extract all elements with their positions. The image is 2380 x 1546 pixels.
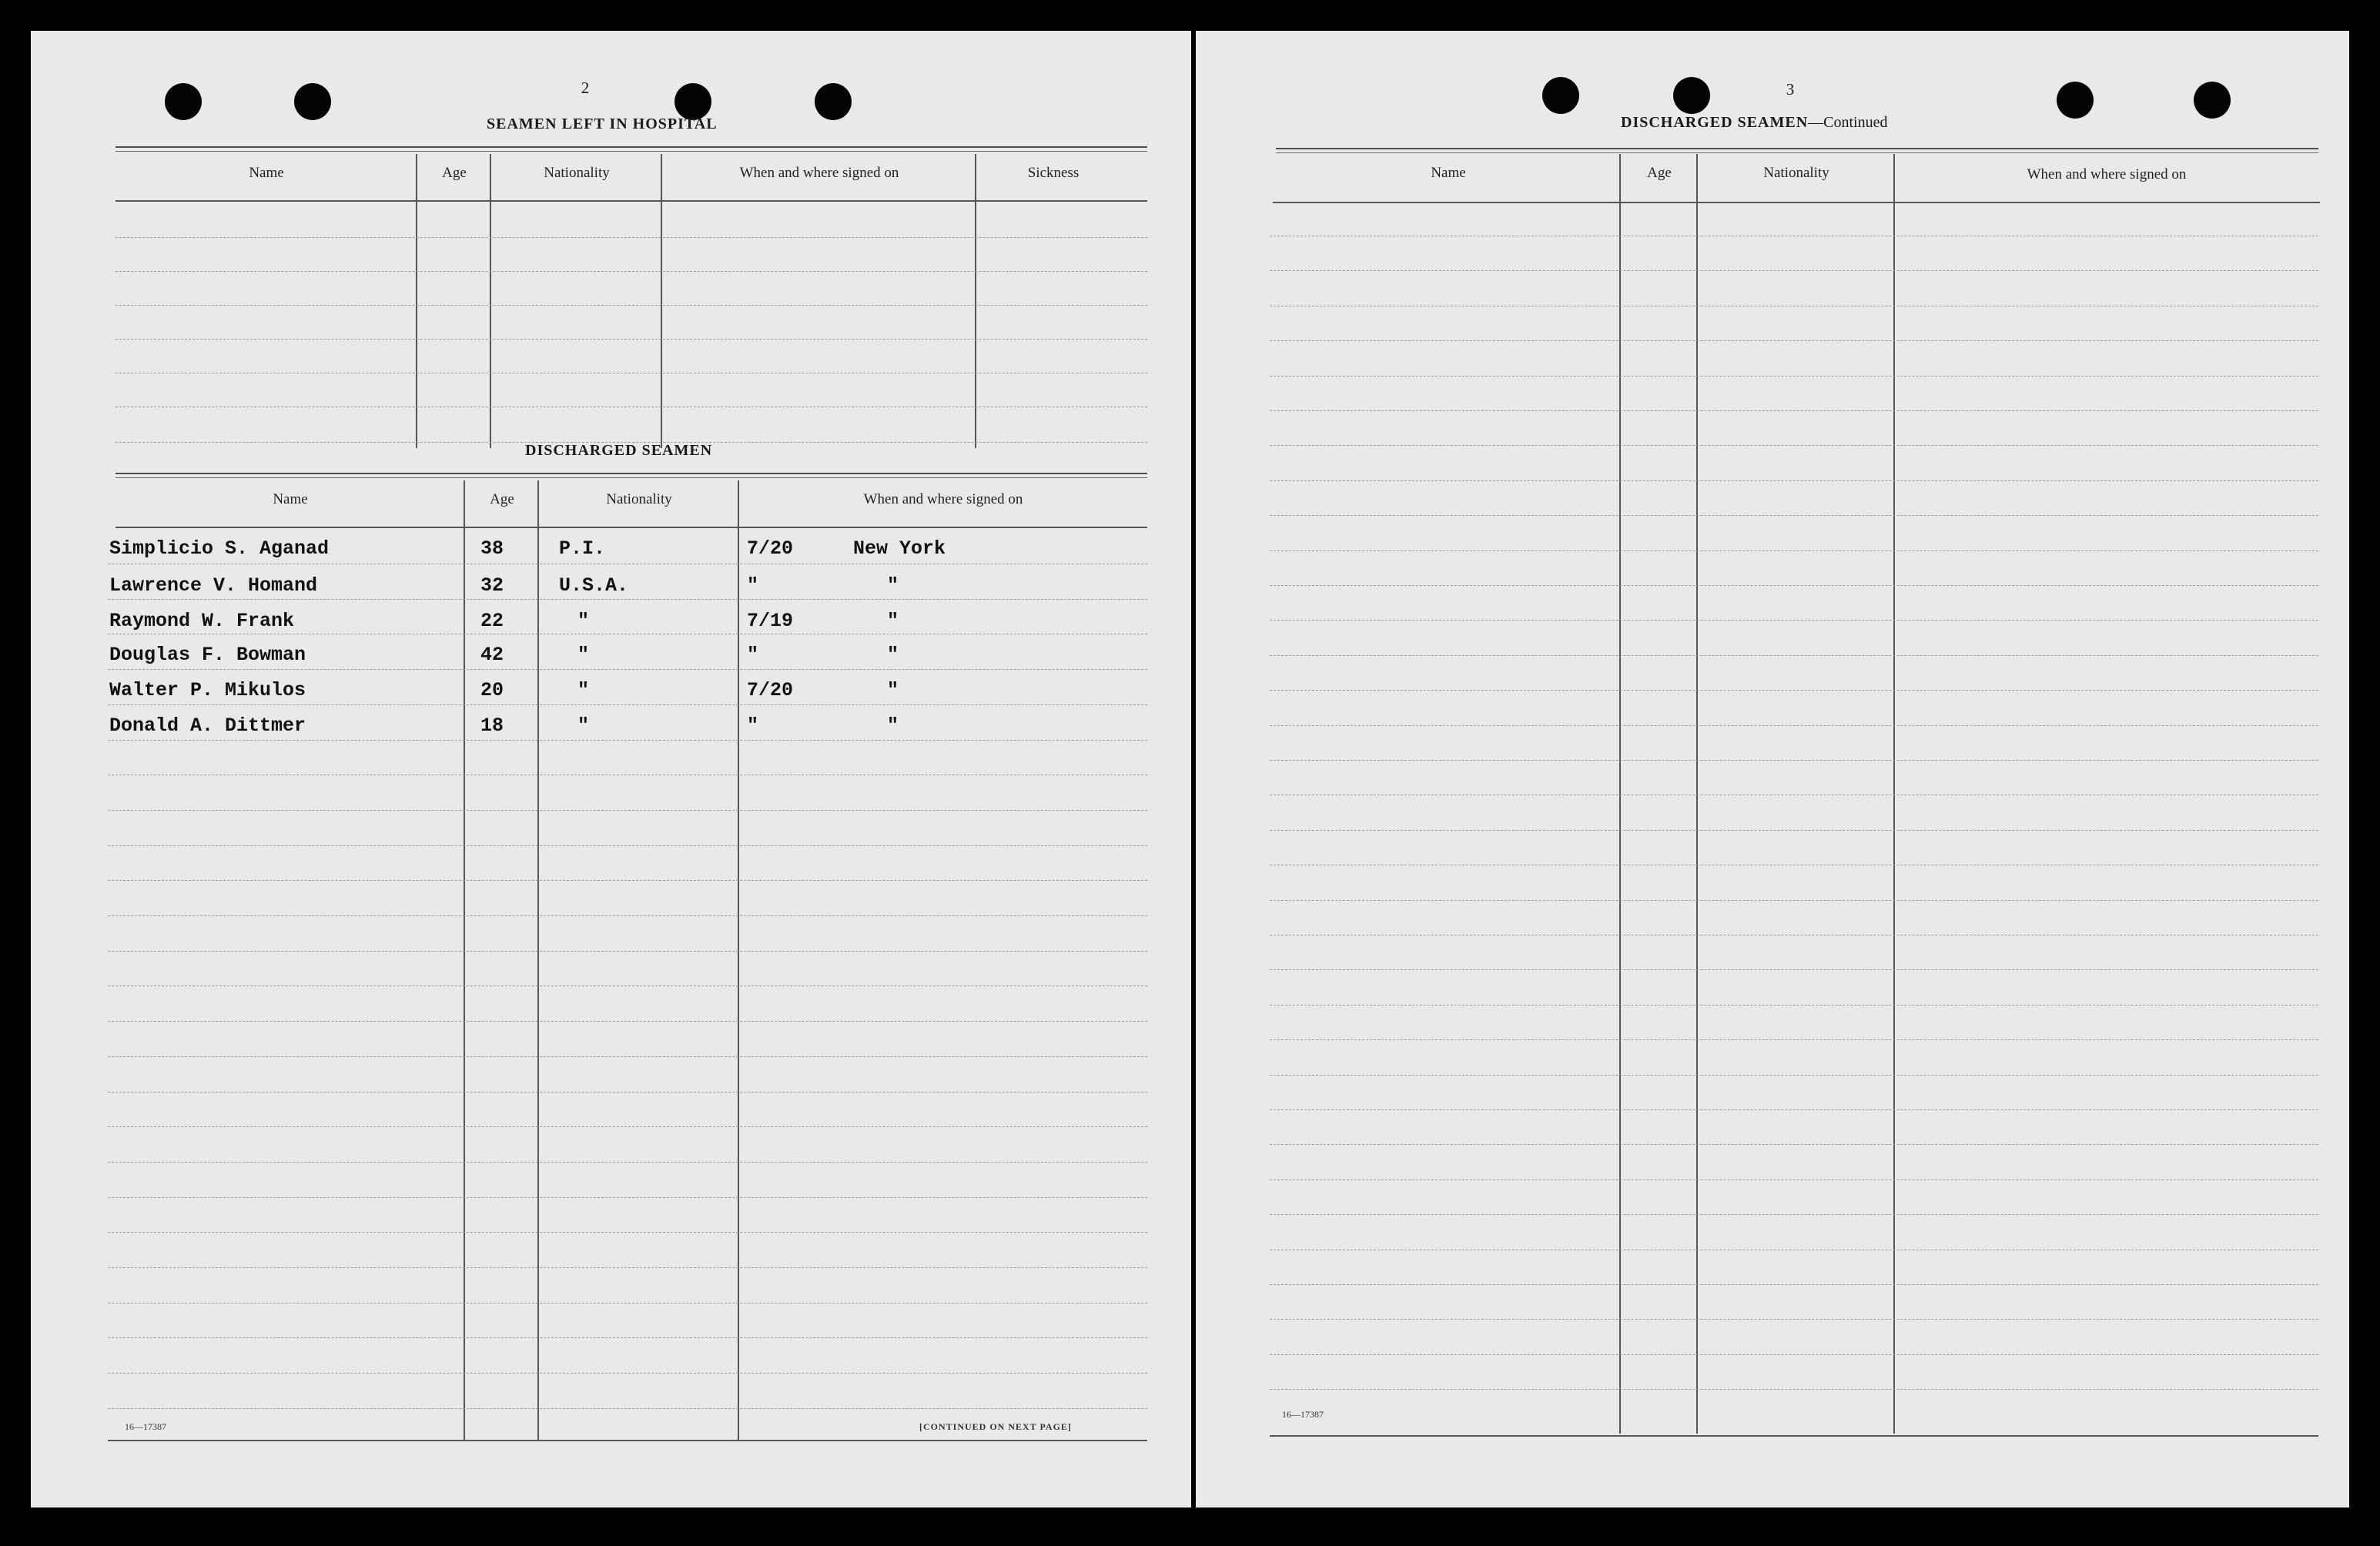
discharged-header-nationality: Nationality bbox=[606, 491, 672, 507]
signed-on-place: " bbox=[887, 679, 899, 701]
seaman-name: Walter P. Mikulos bbox=[109, 679, 306, 701]
signed-on-place: New York bbox=[853, 537, 946, 560]
ruled-line bbox=[108, 951, 1147, 952]
ruled-line bbox=[1270, 1144, 2318, 1145]
ruled-line bbox=[1270, 340, 2318, 341]
punch-hole bbox=[675, 83, 711, 120]
signed-on-place: " bbox=[887, 574, 899, 597]
hospital-header-age: Age bbox=[442, 165, 467, 181]
continued-note: [CONTINUED ON NEXT PAGE] bbox=[919, 1421, 1072, 1432]
seaman-name: Donald A. Dittmer bbox=[109, 714, 306, 737]
header-age: Age bbox=[1647, 165, 1672, 181]
ruled-line bbox=[108, 1408, 1147, 1409]
ruled-line bbox=[1270, 655, 2318, 656]
discharged-header-signed-on: When and where signed on bbox=[863, 491, 1023, 507]
ruled-line bbox=[1270, 1109, 2318, 1110]
page-number: 3 bbox=[1786, 80, 1795, 99]
ruled-line bbox=[108, 1337, 1147, 1338]
seaman-nationality: " bbox=[577, 679, 590, 701]
ruled-line bbox=[108, 669, 1147, 670]
seaman-nationality: P.I. bbox=[559, 537, 606, 560]
ruled-line bbox=[108, 1373, 1147, 1374]
ruled-line bbox=[1270, 969, 2318, 970]
ruled-line bbox=[108, 915, 1147, 916]
ruled-line bbox=[108, 810, 1147, 811]
left-page bbox=[31, 31, 1191, 1508]
form-number: 16—17387 bbox=[1282, 1409, 1324, 1420]
form-number: 16—17387 bbox=[125, 1421, 166, 1432]
ruled-line bbox=[108, 1232, 1147, 1233]
seaman-nationality: " bbox=[577, 644, 590, 666]
seaman-age: 38 bbox=[480, 537, 504, 560]
signed-on-date: 7/19 bbox=[747, 610, 794, 632]
header-signed-on: When and where signed on bbox=[2027, 166, 2187, 182]
ruled-line bbox=[1270, 690, 2318, 691]
ruled-line bbox=[108, 985, 1147, 986]
ruled-line bbox=[1270, 1005, 2318, 1006]
title-text: DISCHARGED SEAMEN bbox=[1621, 114, 1809, 131]
ruled-line bbox=[1270, 1039, 2318, 1040]
ruled-line bbox=[1270, 410, 2318, 411]
ruled-line bbox=[1270, 830, 2318, 831]
punch-hole bbox=[1542, 77, 1579, 114]
seaman-nationality: U.S.A. bbox=[559, 574, 629, 597]
signed-on-date: " bbox=[747, 714, 759, 737]
ruled-line bbox=[108, 1126, 1147, 1127]
signed-on-place: " bbox=[887, 714, 899, 737]
ruled-line bbox=[1270, 480, 2318, 481]
ruled-line bbox=[1270, 445, 2318, 446]
seaman-age: 22 bbox=[480, 610, 504, 632]
ruled-line bbox=[1270, 760, 2318, 761]
seaman-name: Lawrence V. Homand bbox=[109, 574, 318, 597]
ruled-line bbox=[1270, 900, 2318, 901]
ruled-line bbox=[108, 845, 1147, 846]
ruled-line bbox=[108, 740, 1147, 741]
ruled-line bbox=[1270, 620, 2318, 621]
ruled-line bbox=[108, 599, 1147, 600]
ruled-line bbox=[1270, 1319, 2318, 1320]
hospital-header-nationality: Nationality bbox=[544, 165, 610, 181]
ruled-line bbox=[1270, 515, 2318, 516]
header-name: Name bbox=[1431, 165, 1466, 181]
ruled-line bbox=[108, 1162, 1147, 1163]
header-nationality: Nationality bbox=[1763, 165, 1829, 181]
seaman-nationality: " bbox=[577, 714, 590, 737]
ruled-line bbox=[1270, 270, 2318, 271]
punch-hole bbox=[2057, 82, 2094, 119]
ruled-line bbox=[1270, 1354, 2318, 1355]
right-page bbox=[1196, 31, 2349, 1508]
ruled-line bbox=[1270, 550, 2318, 551]
hospital-header-sickness: Sickness bbox=[1027, 165, 1080, 181]
punch-hole bbox=[294, 83, 331, 120]
signed-on-date: " bbox=[747, 644, 759, 666]
punch-hole bbox=[815, 83, 852, 120]
signed-on-date: 7/20 bbox=[747, 679, 794, 701]
signed-on-date: " bbox=[747, 574, 759, 597]
discharged-section-title: DISCHARGED SEAMEN bbox=[525, 442, 713, 459]
seaman-age: 42 bbox=[480, 644, 504, 666]
hospital-header-signed-on: When and where signed on bbox=[739, 165, 899, 181]
hospital-section-title: SEAMEN LEFT IN HOSPITAL bbox=[487, 115, 718, 132]
ruled-line bbox=[1270, 585, 2318, 586]
hospital-header-name: Name bbox=[249, 165, 284, 181]
punch-hole bbox=[1673, 77, 1710, 114]
discharged-header-name: Name bbox=[273, 491, 308, 507]
punch-hole bbox=[2194, 82, 2231, 119]
title-suffix: —Continued bbox=[1808, 114, 1888, 131]
discharged-table-top-rule bbox=[115, 473, 1147, 474]
signed-on-place: " bbox=[887, 610, 899, 632]
ruled-line bbox=[108, 880, 1147, 881]
page-number: 2 bbox=[581, 79, 590, 97]
seaman-age: 20 bbox=[480, 679, 504, 701]
seaman-age: 32 bbox=[480, 574, 504, 597]
seaman-age: 18 bbox=[480, 714, 504, 737]
hospital-table-top-rule bbox=[115, 146, 1147, 148]
signed-on-place: " bbox=[887, 644, 899, 666]
ruled-line bbox=[1270, 1075, 2318, 1076]
discharged-header-age: Age bbox=[490, 491, 514, 507]
signed-on-date: 7/20 bbox=[747, 537, 794, 560]
seaman-name: Douglas F. Bowman bbox=[109, 644, 306, 666]
ruled-line bbox=[1270, 1284, 2318, 1285]
ruled-line bbox=[1270, 725, 2318, 726]
discharged-continued-title bbox=[1621, 114, 1888, 132]
ruled-line bbox=[108, 1092, 1147, 1093]
ruled-line bbox=[108, 1056, 1147, 1057]
ruled-line bbox=[1270, 1389, 2318, 1390]
ruled-line bbox=[108, 1267, 1147, 1268]
seaman-name: Simplicio S. Aganad bbox=[109, 537, 330, 560]
seaman-nationality: " bbox=[577, 610, 590, 632]
ruled-line bbox=[108, 704, 1147, 705]
ruled-line bbox=[108, 1197, 1147, 1198]
ruled-line bbox=[1270, 1214, 2318, 1215]
seaman-name: Raymond W. Frank bbox=[109, 610, 295, 632]
punch-hole bbox=[165, 83, 202, 120]
ruled-line bbox=[108, 1021, 1147, 1022]
